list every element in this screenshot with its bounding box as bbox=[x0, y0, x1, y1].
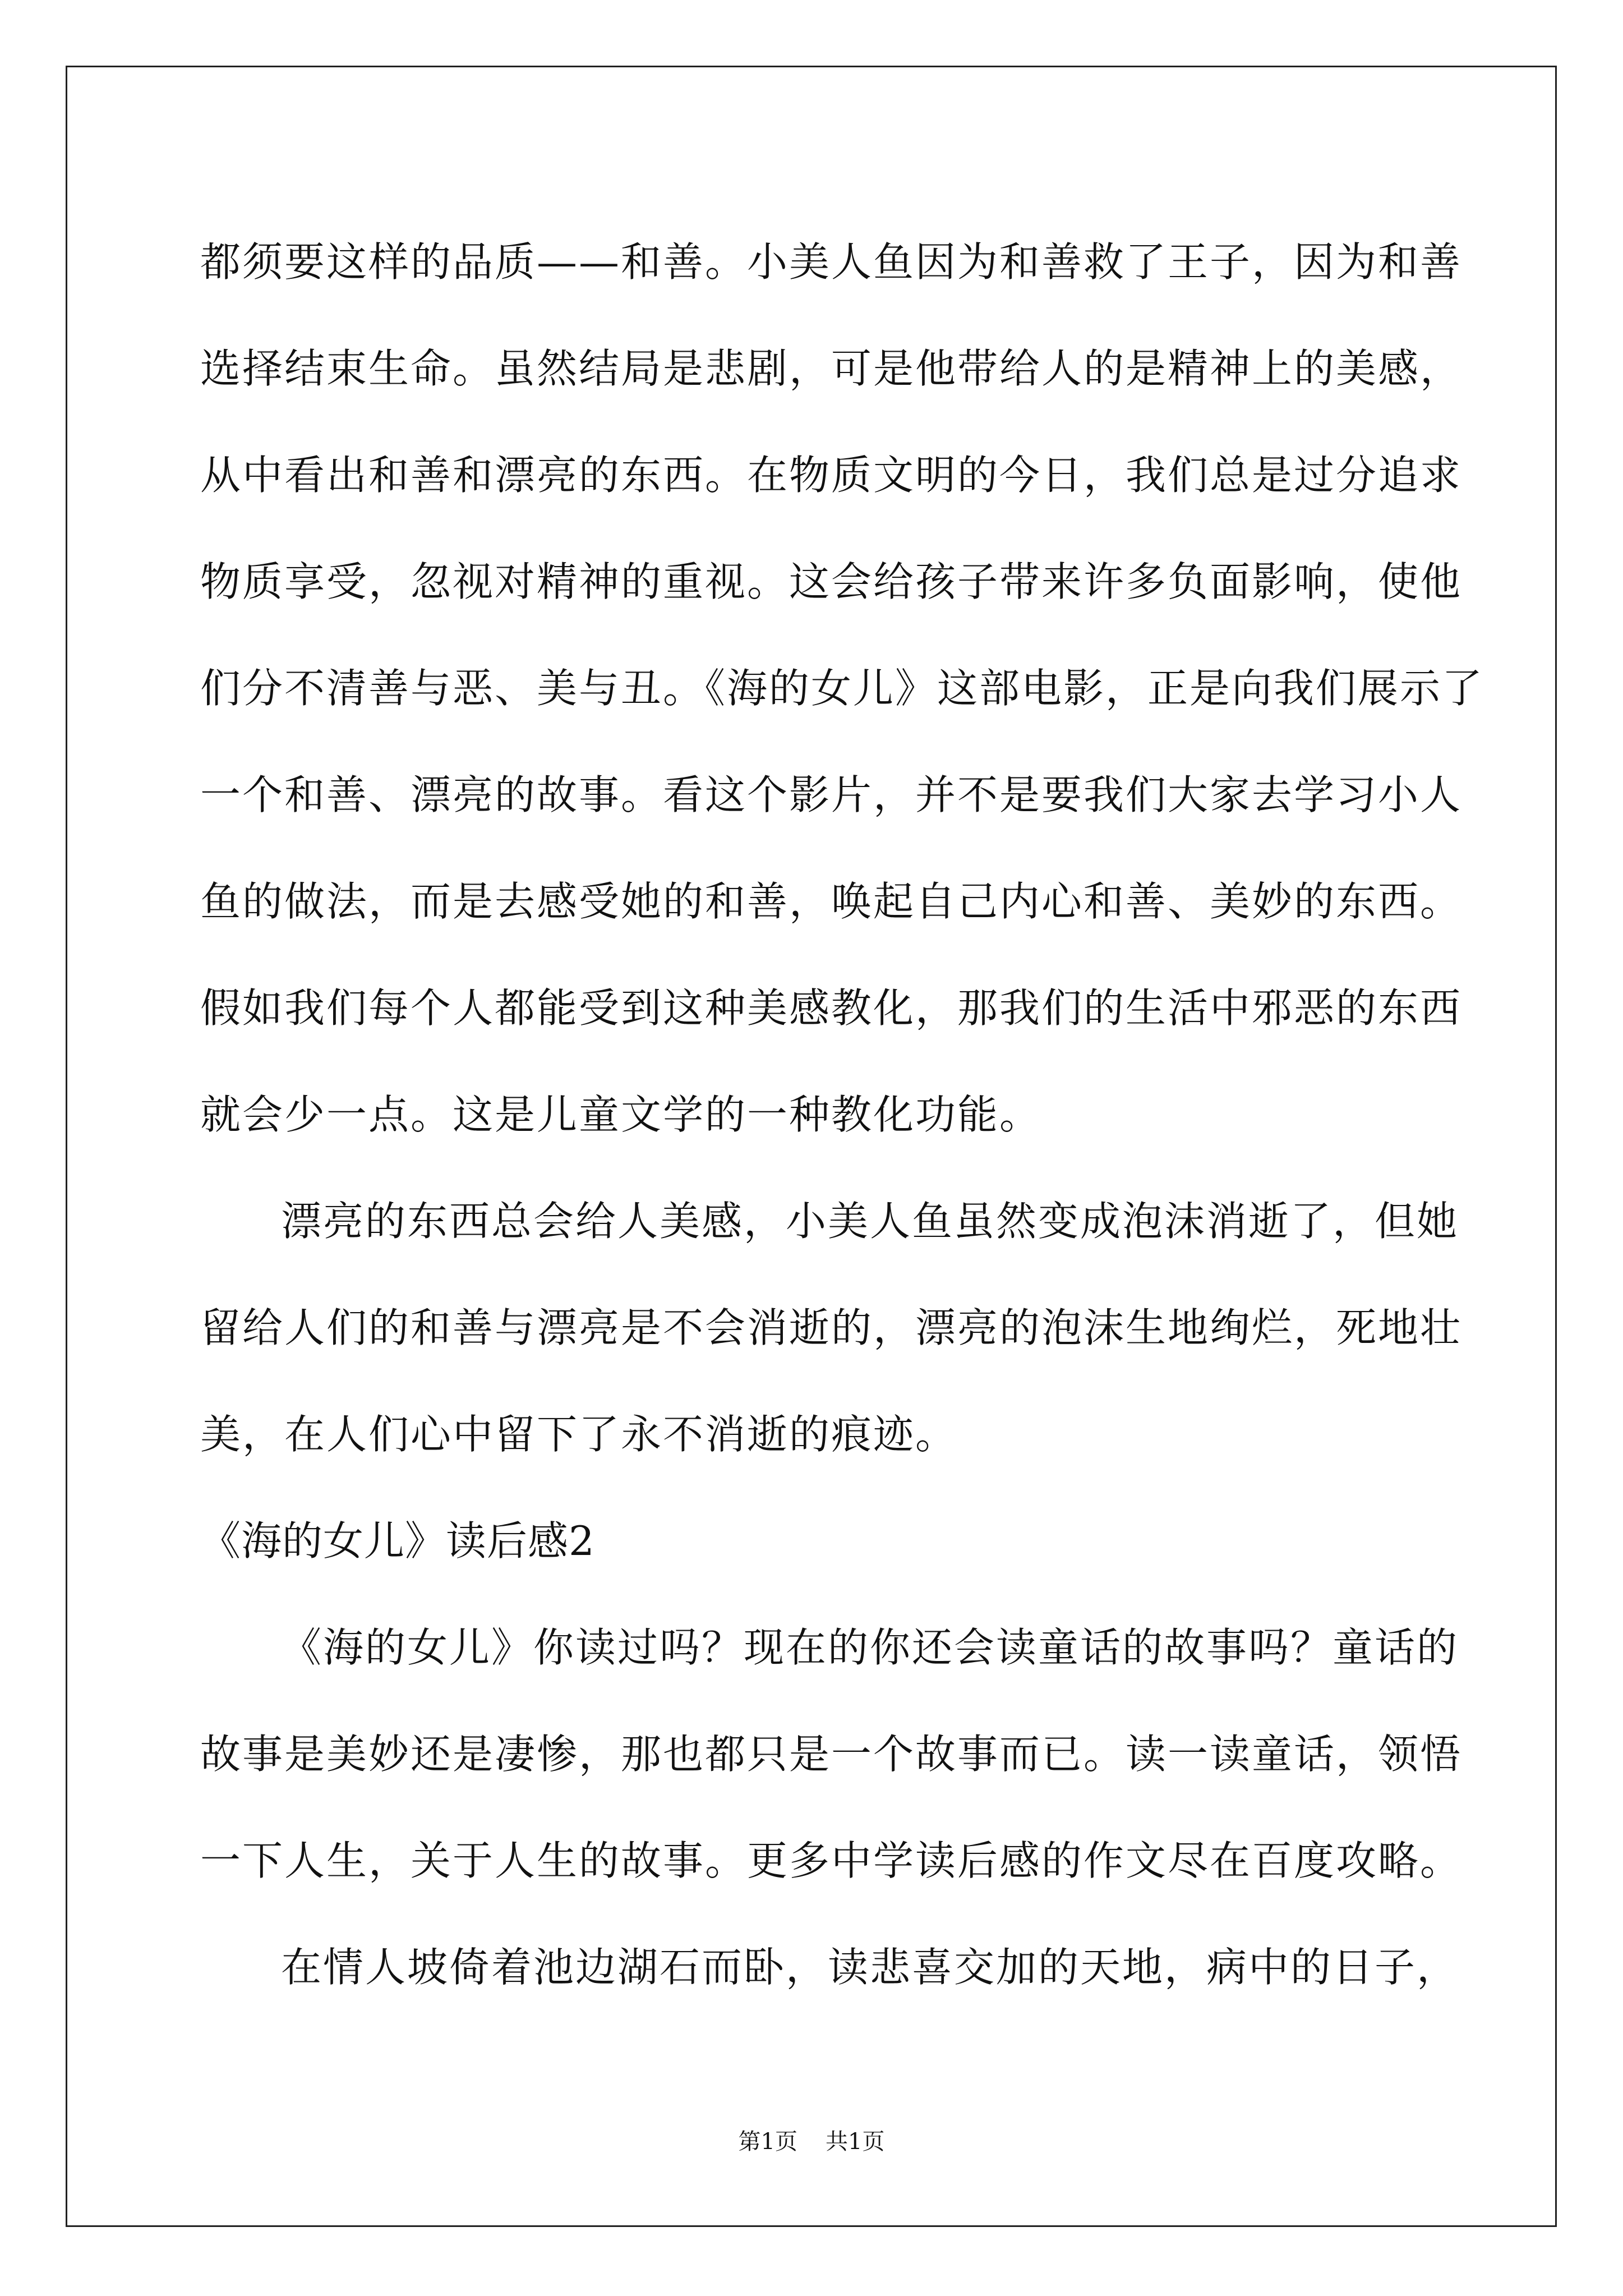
text-line: 都须要这样的品质——和善。小美人鱼因为和善救了王子，因为和善 bbox=[200, 238, 1463, 286]
text-line: 《海的女儿》你读过吗？现在的你还会读童话的故事吗？童话的 bbox=[281, 1624, 1459, 1671]
text-line: 从中看出和善和漂亮的东西。在物质文明的今日，我们总是过分追求 bbox=[200, 452, 1463, 499]
paragraph-2 bbox=[200, 1168, 1463, 1488]
paragraph-4 bbox=[200, 1914, 1459, 2021]
text-line: 一下人生，关于人生的故事。更多中学读后感的作文尽在百度攻略。 bbox=[200, 1837, 1463, 1884]
page-footer bbox=[0, 2128, 1623, 2156]
text-line: 就会少一点。这是儿童文学的一种教化功能。 bbox=[200, 1091, 1042, 1138]
text-line: 故事是美妙还是凄惨，那也都只是一个故事而已。读一读童话，领悟 bbox=[200, 1731, 1463, 1778]
page-number: 第1页 bbox=[738, 2129, 797, 2155]
text-line: 在情人坡倚着池边湖石而卧，读悲喜交加的天地，病中的日子， bbox=[281, 1944, 1459, 1991]
text-line: 留给人们的和善与漂亮是不会消逝的，漂亮的泡沫生地绚烂，死地壮 bbox=[200, 1304, 1463, 1351]
section-heading: 《海的女儿》读后感2 bbox=[200, 1517, 595, 1565]
text-line: 美，在人们心中留下了永不消逝的痕迹。 bbox=[200, 1411, 958, 1458]
page-total: 共1页 bbox=[826, 2129, 885, 2155]
text-line: 选择结束生命。虽然结局是悲剧，可是他带给人的是精神上的美感， bbox=[200, 345, 1463, 392]
paragraph-1 bbox=[200, 209, 1484, 1168]
text-line: 漂亮的东西总会给人美感，小美人鱼虽然变成泡沫消逝了，但她 bbox=[281, 1198, 1459, 1245]
paragraph-3 bbox=[200, 1594, 1463, 1914]
document-body bbox=[200, 209, 1484, 2021]
text-line: 们分不清善与恶、美与丑。《海的女儿》这部电影，正是向我们展示了 bbox=[200, 665, 1484, 712]
text-line: 物质享受，忽视对精神的重视。这会给孩子带来许多负面影响，使他 bbox=[200, 558, 1463, 605]
text-line: 一个和善、漂亮的故事。看这个影片，并不是要我们大家去学习小人 bbox=[200, 771, 1463, 818]
text-line: 鱼的做法，而是去感受她的和善，唤起自己内心和善、美妙的东西。 bbox=[200, 878, 1463, 925]
text-line: 假如我们每个人都能受到这种美感教化，那我们的生活中邪恶的东西 bbox=[200, 984, 1463, 1032]
